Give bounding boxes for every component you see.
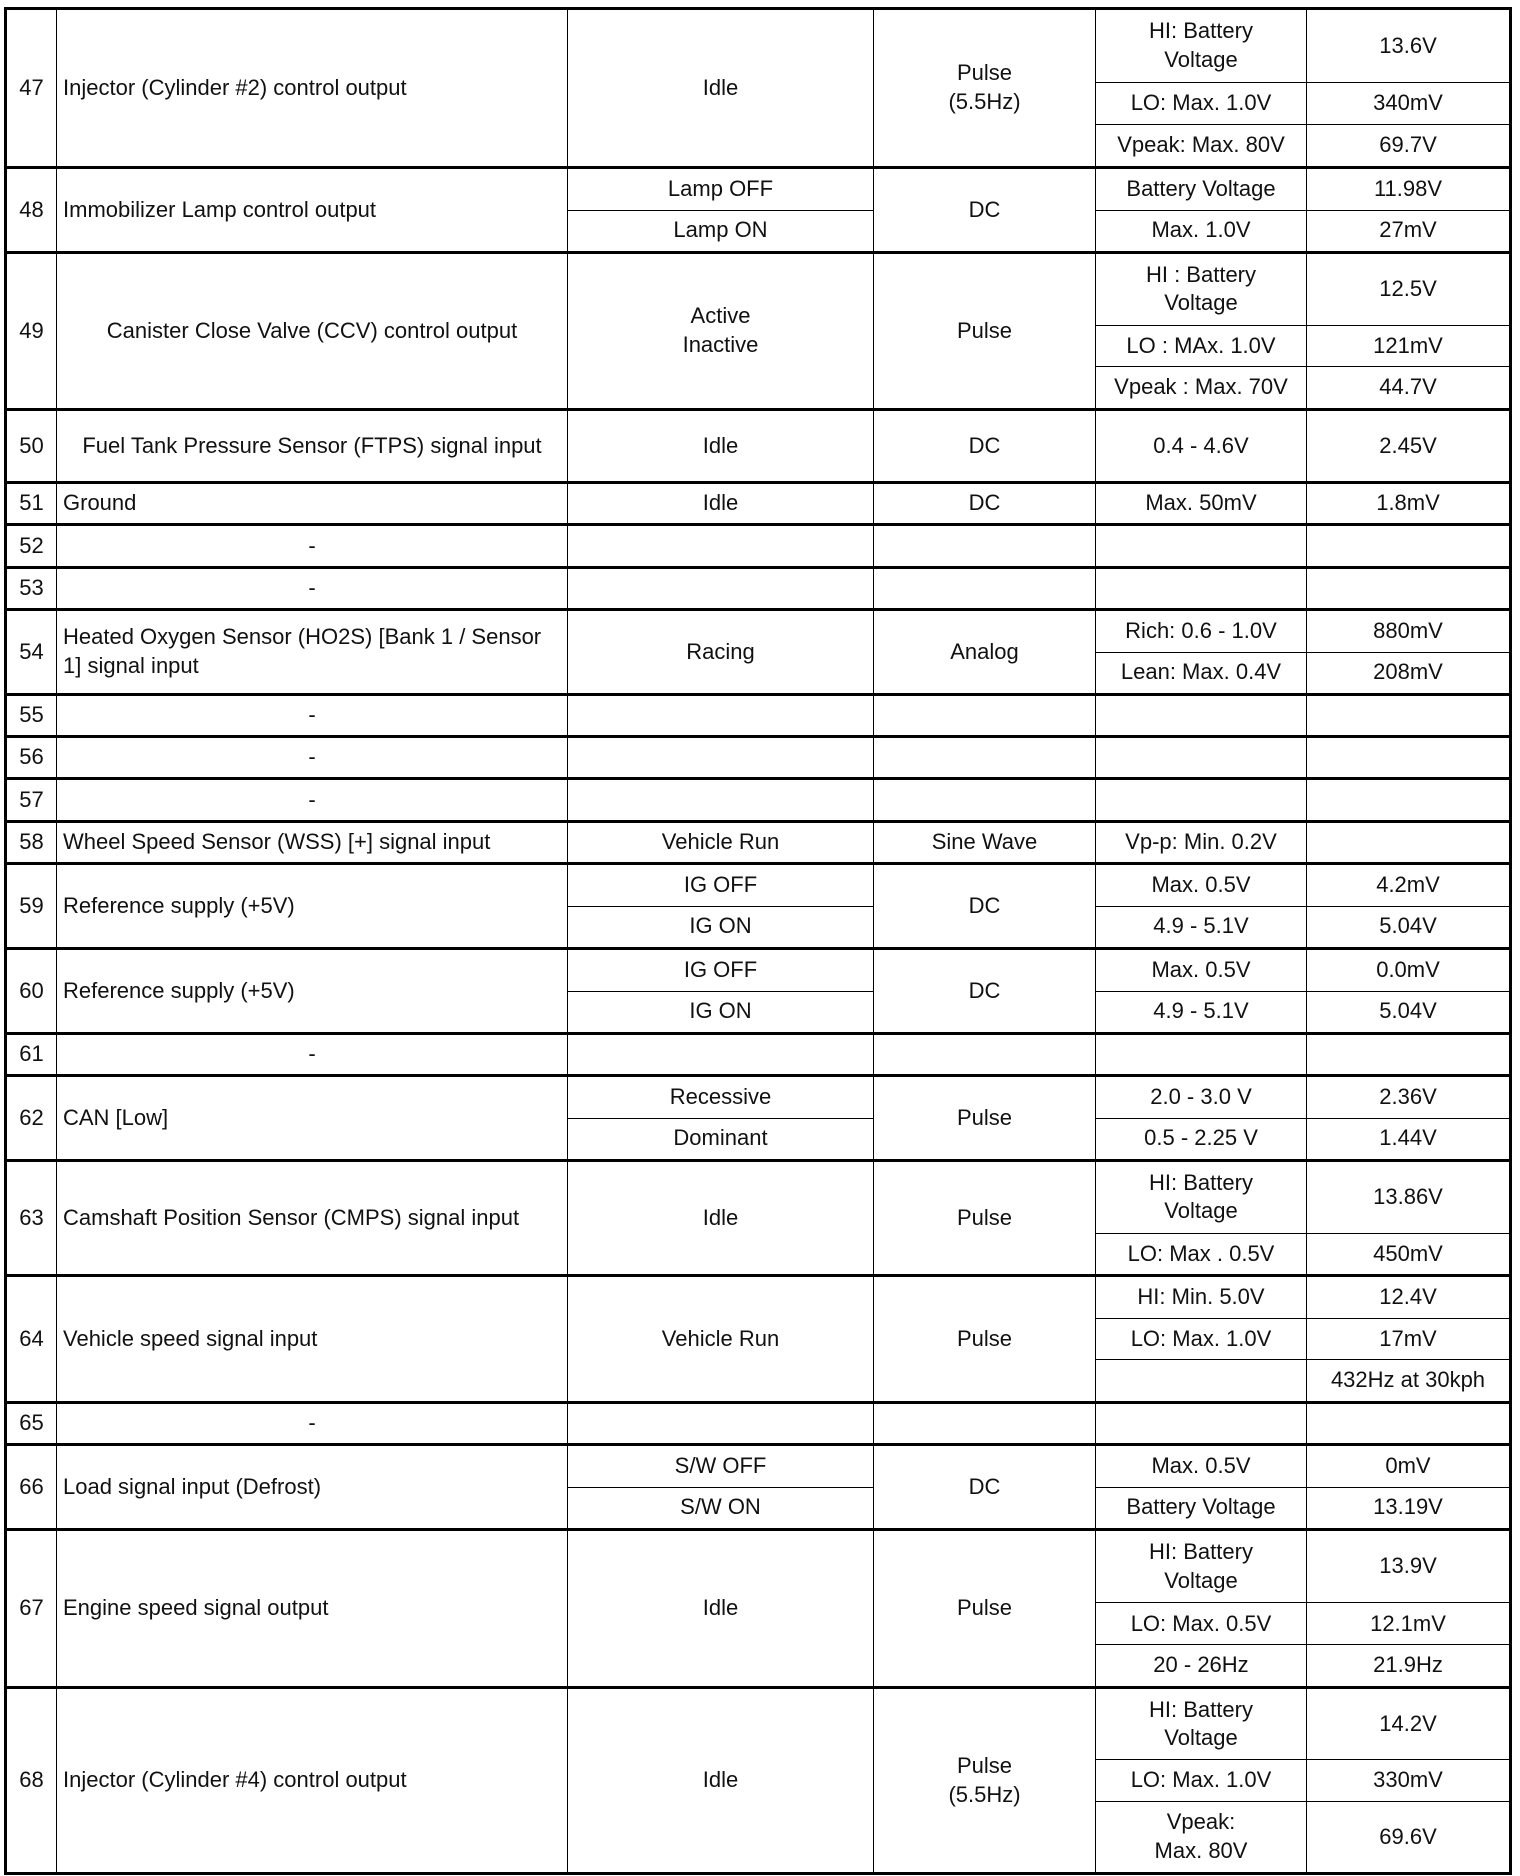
table-row xyxy=(7,251,1509,408)
spec-row xyxy=(1096,569,1509,608)
signal-type: DC xyxy=(873,865,1095,947)
signal-type: Pulse xyxy=(873,1531,1095,1686)
pin-number: 60 xyxy=(19,977,44,1003)
pin-description: - xyxy=(56,1035,567,1074)
condition xyxy=(568,1035,873,1074)
spec-value xyxy=(1096,1360,1307,1401)
condition-cell xyxy=(567,780,873,820)
measured-value: 1.8mV xyxy=(1376,490,1440,516)
condition: IG OFF xyxy=(683,956,758,982)
spec-value: 20 - 26Hz xyxy=(1096,1645,1307,1686)
pin-description: Load signal input (Defrost) xyxy=(56,1446,567,1528)
spec-value xyxy=(1096,738,1307,777)
pin-description: Reference supply (+5V) xyxy=(56,950,567,1032)
spec-value: Lean: Max. 0.4V xyxy=(1096,653,1307,694)
spec-row xyxy=(1096,526,1509,566)
condition-cell xyxy=(567,484,873,523)
spec-row xyxy=(1096,254,1509,325)
table-row xyxy=(7,10,1509,166)
measured-value xyxy=(1307,526,1509,566)
measured-value: 0mV xyxy=(1385,1452,1431,1478)
spec-row xyxy=(1096,1118,1509,1160)
measured-value: 450mV xyxy=(1373,1240,1443,1266)
condition: IG ON xyxy=(568,906,873,948)
pin-number: 55 xyxy=(19,702,44,728)
spec-value: LO: Max. 1.0V xyxy=(1096,1760,1307,1800)
signal-type: Analog xyxy=(873,611,1095,693)
signal-type: DC xyxy=(873,950,1095,1032)
pin-number: 53 xyxy=(19,575,44,601)
pin-description: - xyxy=(56,526,567,566)
signal-type: Pulse xyxy=(873,254,1095,408)
signal-type: Pulse (5.5Hz) xyxy=(873,10,1095,166)
spec-row xyxy=(1096,484,1509,523)
spec-value: Max. 1.0V xyxy=(1096,211,1307,252)
pin-description: Vehicle speed signal input xyxy=(56,1277,567,1401)
pin-description: CAN [Low] xyxy=(56,1077,567,1159)
condition xyxy=(568,780,873,820)
measured-value: 5.04V xyxy=(1379,998,1437,1024)
spec-cell xyxy=(1095,823,1509,862)
spec-value: Max. 50mV xyxy=(1096,484,1307,523)
pin-number: 51 xyxy=(19,490,44,516)
condition-cell xyxy=(567,1162,873,1274)
pin-description: Injector (Cylinder #2) control output xyxy=(56,10,567,166)
measured-value: 208mV xyxy=(1373,659,1443,685)
spec-row xyxy=(1096,991,1509,1033)
spec-row xyxy=(1096,169,1509,210)
signal-type xyxy=(873,738,1095,777)
condition xyxy=(568,696,873,735)
measured-value: 12.4V xyxy=(1379,1284,1437,1310)
spec-value: 0.4 - 4.6V xyxy=(1096,411,1307,481)
spec-cell xyxy=(1095,1446,1509,1528)
condition-cell xyxy=(567,865,873,947)
spec-row xyxy=(1096,1602,1509,1644)
pin-description: Canister Close Valve (CCV) control output xyxy=(56,254,567,408)
spec-value: HI: Battery Voltage xyxy=(1096,1689,1307,1759)
spec-row xyxy=(1096,82,1509,124)
table-row xyxy=(7,1686,1509,1872)
condition-cell xyxy=(567,823,873,862)
condition: Racing xyxy=(686,638,755,664)
spec-value: Vpeak: Max. 80V xyxy=(1096,1802,1307,1872)
condition-cell xyxy=(567,1404,873,1443)
measured-value xyxy=(1307,1404,1509,1443)
pin-number: 66 xyxy=(19,1473,44,1499)
condition: Idle xyxy=(702,1204,739,1230)
pin-description: Ground xyxy=(56,484,567,523)
spec-row xyxy=(1096,1077,1509,1118)
pin-number: 61 xyxy=(19,1041,44,1067)
spec-row xyxy=(1096,738,1509,777)
pin-description: Immobilizer Lamp control output xyxy=(56,169,567,251)
table-row xyxy=(7,566,1509,608)
pin-number: 62 xyxy=(19,1104,44,1130)
table-row xyxy=(7,1159,1509,1274)
measured-value: 14.2V xyxy=(1379,1710,1437,1736)
spec-value xyxy=(1096,526,1307,566)
table-row xyxy=(7,862,1509,947)
measured-value: 44.7V xyxy=(1379,374,1437,400)
spec-row xyxy=(1096,10,1509,82)
spec-row xyxy=(1096,1035,1509,1074)
condition-cell xyxy=(567,1446,873,1528)
measured-value: 121mV xyxy=(1373,332,1443,358)
signal-type: Sine Wave xyxy=(873,823,1095,862)
spec-row xyxy=(1096,1689,1509,1759)
spec-cell xyxy=(1095,696,1509,735)
signal-type: DC xyxy=(873,411,1095,481)
table-row xyxy=(7,408,1509,481)
condition xyxy=(568,738,873,777)
spec-value: Vpeak: Max. 80V xyxy=(1096,125,1307,166)
spec-value: Battery Voltage xyxy=(1096,1488,1307,1529)
condition: Dominant xyxy=(568,1118,873,1160)
measured-value xyxy=(1307,823,1509,862)
measured-value: 2.36V xyxy=(1379,1083,1437,1109)
signal-type xyxy=(873,569,1095,608)
condition-cell xyxy=(567,950,873,1032)
measured-value: 13.19V xyxy=(1373,1494,1443,1520)
spec-value: Vp-p: Min. 0.2V xyxy=(1096,823,1307,862)
spec-row xyxy=(1096,210,1509,252)
condition-cell xyxy=(567,611,873,693)
spec-value: 0.5 - 2.25 V xyxy=(1096,1119,1307,1160)
table-row xyxy=(7,1274,1509,1401)
spec-row xyxy=(1096,611,1509,652)
pin-number: 52 xyxy=(19,532,44,558)
pin-description: Wheel Speed Sensor (WSS) [+] signal input xyxy=(56,823,567,862)
signal-type xyxy=(873,1404,1095,1443)
pin-number: 64 xyxy=(19,1325,44,1351)
signal-type: Pulse xyxy=(873,1277,1095,1401)
spec-cell xyxy=(1095,569,1509,608)
spec-row xyxy=(1096,1359,1509,1401)
measured-value: 12.5V xyxy=(1379,276,1437,302)
condition-cell xyxy=(567,1035,873,1074)
spec-cell xyxy=(1095,611,1509,693)
spec-value: LO : MAx. 1.0V xyxy=(1096,326,1307,367)
measured-value xyxy=(1307,780,1509,820)
pin-number: 50 xyxy=(19,432,44,458)
spec-cell xyxy=(1095,1689,1509,1872)
condition: IG ON xyxy=(568,991,873,1033)
spec-value: LO: Max. 1.0V xyxy=(1096,83,1307,124)
table-row xyxy=(7,1528,1509,1686)
measured-value: 4.2mV xyxy=(1376,871,1440,897)
condition: Vehicle Run xyxy=(661,1325,780,1351)
condition-cell xyxy=(567,1531,873,1686)
measured-value xyxy=(1307,569,1509,608)
condition-cell xyxy=(567,738,873,777)
measured-value: 340mV xyxy=(1373,90,1443,116)
measured-value: 0.0mV xyxy=(1376,956,1440,982)
pin-number: 48 xyxy=(19,196,44,222)
condition: Vehicle Run xyxy=(661,829,780,855)
spec-cell xyxy=(1095,10,1509,166)
table-row xyxy=(7,481,1509,523)
spec-cell xyxy=(1095,526,1509,566)
measured-value: 27mV xyxy=(1379,217,1437,243)
signal-type: Pulse (5.5Hz) xyxy=(873,1689,1095,1872)
measured-value: 1.44V xyxy=(1379,1125,1437,1151)
spec-cell xyxy=(1095,254,1509,408)
table-row xyxy=(7,523,1509,566)
condition-cell xyxy=(567,411,873,481)
table-row xyxy=(7,166,1509,251)
pin-description: - xyxy=(56,1404,567,1443)
pin-number: 65 xyxy=(19,1410,44,1436)
measured-value: 69.6V xyxy=(1379,1823,1437,1849)
measured-value: 2.45V xyxy=(1379,432,1437,458)
pin-number: 56 xyxy=(19,744,44,770)
spec-cell xyxy=(1095,169,1509,251)
spec-cell xyxy=(1095,780,1509,820)
condition: Idle xyxy=(702,432,739,458)
table-row xyxy=(7,1443,1509,1528)
spec-row xyxy=(1096,1759,1509,1800)
spec-value: LO: Max . 0.5V xyxy=(1096,1234,1307,1274)
spec-value: LO: Max. 1.0V xyxy=(1096,1319,1307,1360)
spec-row xyxy=(1096,696,1509,735)
condition-cell xyxy=(567,1077,873,1159)
condition: IG OFF xyxy=(683,871,758,897)
spec-value xyxy=(1096,696,1307,735)
condition: Idle xyxy=(702,74,739,100)
spec-row xyxy=(1096,411,1509,481)
spec-value: Battery Voltage xyxy=(1096,169,1307,210)
measured-value: 432Hz at 30kph xyxy=(1330,1367,1486,1393)
spec-row xyxy=(1096,1404,1509,1443)
condition: Idle xyxy=(702,1595,739,1621)
spec-cell xyxy=(1095,411,1509,481)
spec-value: HI: Min. 5.0V xyxy=(1096,1277,1307,1318)
spec-cell xyxy=(1095,1404,1509,1443)
measured-value xyxy=(1307,696,1509,735)
pin-number: 67 xyxy=(19,1595,44,1621)
measured-value xyxy=(1307,1035,1509,1074)
pin-number: 63 xyxy=(19,1204,44,1230)
condition: Lamp OFF xyxy=(667,175,774,201)
spec-row xyxy=(1096,652,1509,694)
spec-row xyxy=(1096,1233,1509,1274)
condition-cell xyxy=(567,526,873,566)
signal-type xyxy=(873,526,1095,566)
table-row xyxy=(7,1074,1509,1159)
pin-description: Reference supply (+5V) xyxy=(56,865,567,947)
measured-value: 17mV xyxy=(1379,1325,1437,1351)
spec-cell xyxy=(1095,1162,1509,1274)
spec-row xyxy=(1096,1318,1509,1360)
condition xyxy=(568,526,873,566)
spec-value: 4.9 - 5.1V xyxy=(1096,992,1307,1033)
condition-cell xyxy=(567,254,873,408)
spec-cell xyxy=(1095,1077,1509,1159)
pin-description: Injector (Cylinder #4) control output xyxy=(56,1689,567,1872)
pin-number: 68 xyxy=(19,1767,44,1793)
spec-row xyxy=(1096,124,1509,166)
pin-number: 58 xyxy=(19,829,44,855)
pin-description: - xyxy=(56,569,567,608)
table-row xyxy=(7,820,1509,862)
condition xyxy=(568,1404,873,1443)
signal-type: Pulse xyxy=(873,1077,1095,1159)
spec-row xyxy=(1096,1446,1509,1487)
spec-row xyxy=(1096,950,1509,991)
spec-row xyxy=(1096,1487,1509,1529)
spec-value: Vpeak : Max. 70V xyxy=(1096,367,1307,408)
spec-cell xyxy=(1095,484,1509,523)
spec-value xyxy=(1096,1035,1307,1074)
condition: S/W OFF xyxy=(674,1452,767,1478)
pin-description: - xyxy=(56,696,567,735)
condition: Recessive xyxy=(669,1083,772,1109)
spec-cell xyxy=(1095,950,1509,1032)
spec-value: 2.0 - 3.0 V xyxy=(1096,1077,1307,1118)
condition-cell xyxy=(567,10,873,166)
pin-description: - xyxy=(56,738,567,777)
condition: Lamp ON xyxy=(568,210,873,252)
spec-row xyxy=(1096,1644,1509,1686)
condition-cell xyxy=(567,696,873,735)
spec-value: HI : Battery Voltage xyxy=(1096,254,1307,325)
spec-value xyxy=(1096,780,1307,820)
spec-row xyxy=(1096,823,1509,862)
spec-value: 4.9 - 5.1V xyxy=(1096,907,1307,948)
pin-number: 49 xyxy=(19,317,44,343)
pin-number: 59 xyxy=(19,892,44,918)
condition-cell xyxy=(567,1277,873,1401)
pin-number: 57 xyxy=(19,786,44,812)
spec-value: HI: Battery Voltage xyxy=(1096,1531,1307,1602)
spec-value: Max. 0.5V xyxy=(1096,950,1307,991)
spec-value: Rich: 0.6 - 1.0V xyxy=(1096,611,1307,652)
condition: S/W ON xyxy=(568,1487,873,1529)
pin-number: 47 xyxy=(19,74,44,100)
table-row xyxy=(7,1032,1509,1074)
signal-type: Pulse xyxy=(873,1162,1095,1274)
spec-cell xyxy=(1095,1035,1509,1074)
spec-value: HI: Battery Voltage xyxy=(1096,1162,1307,1233)
pin-number: 54 xyxy=(19,638,44,664)
spec-cell xyxy=(1095,1277,1509,1401)
spec-value: Max. 0.5V xyxy=(1096,865,1307,906)
spec-value: HI: Battery Voltage xyxy=(1096,10,1307,82)
spec-value: LO: Max. 0.5V xyxy=(1096,1603,1307,1644)
pin-description: Fuel Tank Pressure Sensor (FTPS) signal input xyxy=(56,411,567,481)
table-row xyxy=(7,947,1509,1032)
signal-type: DC xyxy=(873,169,1095,251)
condition-cell xyxy=(567,169,873,251)
signal-type xyxy=(873,780,1095,820)
table-row xyxy=(7,1401,1509,1443)
measured-value: 69.7V xyxy=(1379,132,1437,158)
condition: Idle xyxy=(702,490,739,516)
condition-cell xyxy=(567,569,873,608)
table-row xyxy=(7,693,1509,735)
spec-row xyxy=(1096,1801,1509,1872)
spec-row xyxy=(1096,1531,1509,1602)
signal-type: DC xyxy=(873,484,1095,523)
measured-value: 880mV xyxy=(1373,617,1443,643)
measured-value: 12.1mV xyxy=(1370,1610,1446,1636)
table-row xyxy=(7,735,1509,777)
signal-type xyxy=(873,1035,1095,1074)
measured-value: 13.86V xyxy=(1373,1184,1443,1210)
pin-description: Engine speed signal output xyxy=(56,1531,567,1686)
spec-cell xyxy=(1095,1531,1509,1686)
spec-row xyxy=(1096,906,1509,948)
spec-value xyxy=(1096,1404,1307,1443)
pin-specification-table xyxy=(4,7,1512,1875)
spec-row xyxy=(1096,865,1509,906)
measured-value xyxy=(1307,738,1509,777)
pin-description: Camshaft Position Sensor (CMPS) signal input xyxy=(56,1162,567,1274)
measured-value: 13.9V xyxy=(1379,1553,1437,1579)
spec-row xyxy=(1096,366,1509,408)
spec-row xyxy=(1096,1162,1509,1233)
spec-row xyxy=(1096,325,1509,367)
spec-value xyxy=(1096,569,1307,608)
measured-value: 11.98V xyxy=(1373,175,1443,201)
spec-cell xyxy=(1095,865,1509,947)
pin-description: Heated Oxygen Sensor (HO2S) [Bank 1 / Sensor 1] signal input xyxy=(56,611,567,693)
condition-cell xyxy=(567,1689,873,1872)
table-row xyxy=(7,608,1509,693)
pin-description: - xyxy=(56,780,567,820)
signal-type xyxy=(873,696,1095,735)
spec-row xyxy=(1096,1277,1509,1318)
condition: Idle xyxy=(702,1767,739,1793)
signal-type: DC xyxy=(873,1446,1095,1528)
measured-value: 330mV xyxy=(1373,1767,1443,1793)
spec-value: Max. 0.5V xyxy=(1096,1446,1307,1487)
spec-row xyxy=(1096,780,1509,820)
measured-value: 13.6V xyxy=(1379,32,1437,58)
table-row xyxy=(7,777,1509,820)
measured-value: 5.04V xyxy=(1379,913,1437,939)
spec-cell xyxy=(1095,738,1509,777)
measured-value: 21.9Hz xyxy=(1373,1652,1443,1678)
condition: Active Inactive xyxy=(682,303,759,357)
condition xyxy=(568,569,873,608)
